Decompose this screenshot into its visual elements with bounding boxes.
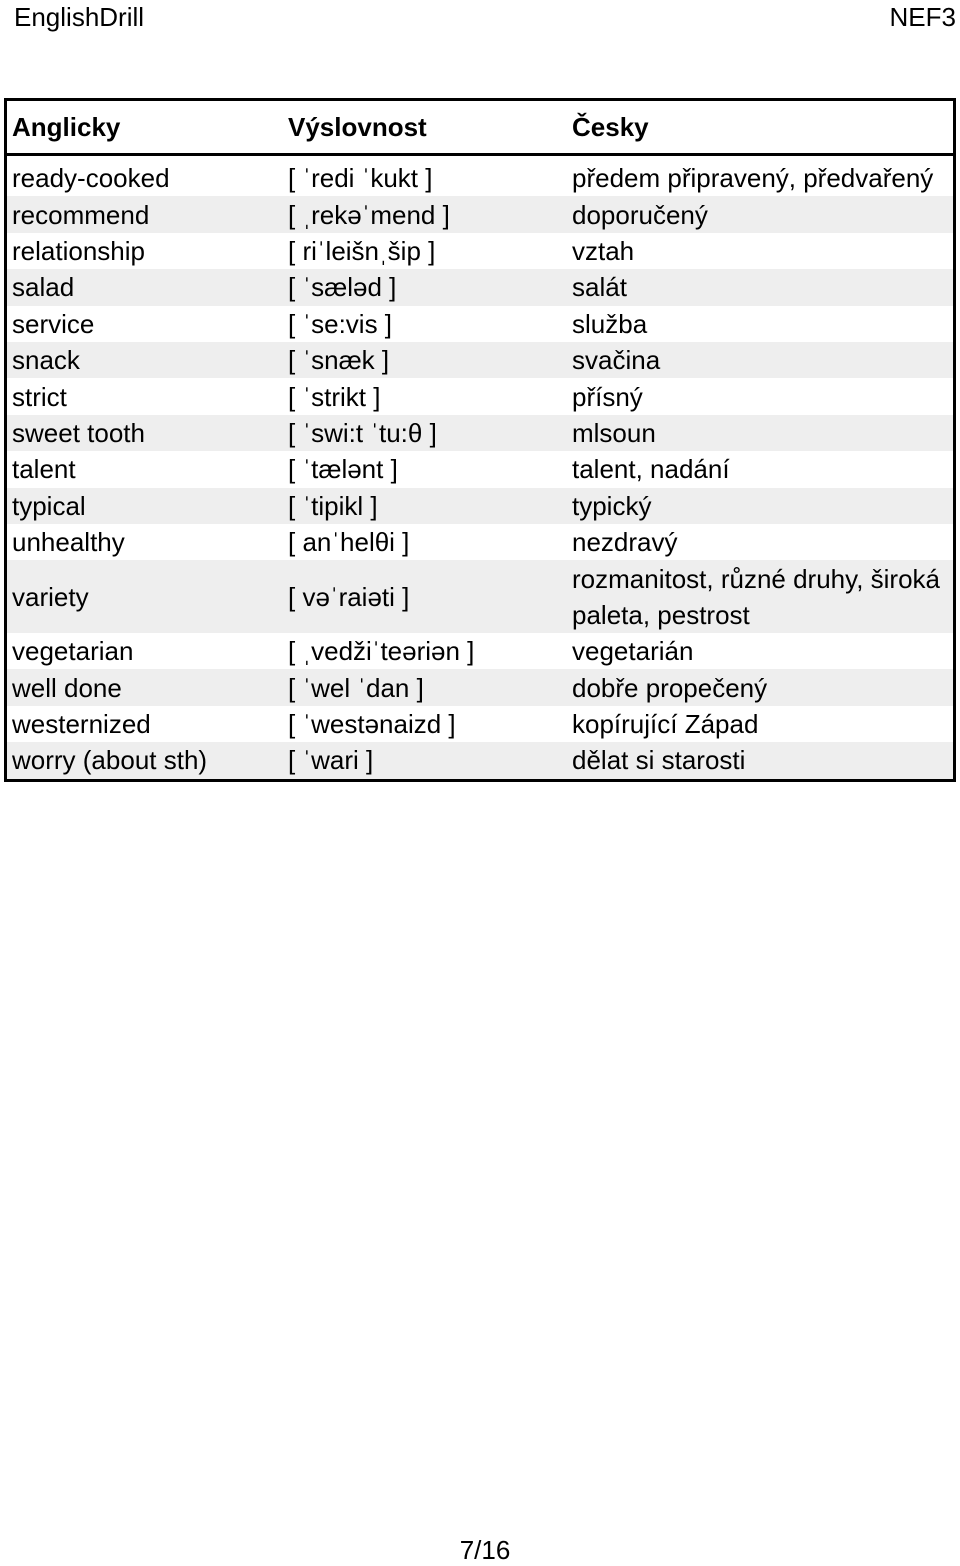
czech-translation: salát bbox=[567, 269, 953, 305]
pronunciation: [ ˈsnæk ] bbox=[283, 342, 567, 378]
english-word: service bbox=[7, 306, 283, 342]
czech-translation: vztah bbox=[567, 233, 953, 269]
czech-translation: kopírující Západ bbox=[567, 706, 953, 742]
english-word: ready-cooked bbox=[7, 160, 283, 196]
pronunciation: [ ˈse:vis ] bbox=[283, 306, 567, 342]
table-header-row bbox=[7, 101, 953, 155]
pronunciation: [ ˈwari ] bbox=[283, 742, 567, 778]
english-word: variety bbox=[7, 560, 283, 633]
table-row bbox=[7, 706, 953, 742]
english-word: snack bbox=[7, 342, 283, 378]
table-row bbox=[7, 560, 953, 633]
czech-translation: přísný bbox=[567, 378, 953, 414]
document-title: EnglishDrill bbox=[14, 2, 145, 32]
pronunciation: [ ˈswi:t ˈtu:θ ] bbox=[283, 415, 567, 451]
table-row bbox=[7, 269, 953, 305]
table-row bbox=[7, 415, 953, 451]
english-word: worry (about sth) bbox=[7, 742, 283, 778]
pronunciation: [ ˈtælənt ] bbox=[283, 451, 567, 487]
vocabulary-table bbox=[4, 98, 956, 782]
table-row bbox=[7, 742, 953, 778]
czech-translation: doporučený bbox=[567, 196, 953, 232]
table-body bbox=[7, 155, 953, 779]
course-code: NEF3 bbox=[889, 2, 956, 32]
table-row bbox=[7, 160, 953, 196]
table-row bbox=[7, 196, 953, 232]
pronunciation: [ ˌrekəˈmend ] bbox=[283, 196, 567, 232]
pronunciation: [ riˈleišnˌšip ] bbox=[283, 233, 567, 269]
table-row bbox=[7, 524, 953, 560]
pronunciation: [ vəˈraiəti ] bbox=[283, 560, 567, 633]
table-row bbox=[7, 488, 953, 524]
page-number: 7/16 bbox=[459, 1535, 511, 1565]
czech-translation: dobře propečený bbox=[567, 669, 953, 705]
table-row bbox=[7, 378, 953, 414]
page-header bbox=[0, 0, 960, 34]
english-word: unhealthy bbox=[7, 524, 283, 560]
czech-translation: svačina bbox=[567, 342, 953, 378]
czech-translation: mlsoun bbox=[567, 415, 953, 451]
czech-translation: talent, nadání bbox=[567, 451, 953, 487]
column-header-pronunciation: Výslovnost bbox=[283, 101, 567, 155]
english-word: talent bbox=[7, 451, 283, 487]
czech-translation: rozmanitost, různé druhy, široká paleta, pestrost bbox=[567, 560, 953, 633]
czech-translation: předem připravený, předvařený bbox=[567, 160, 953, 196]
english-word: recommend bbox=[7, 196, 283, 232]
english-word: sweet tooth bbox=[7, 415, 283, 451]
english-word: salad bbox=[7, 269, 283, 305]
pronunciation: [ anˈhelθi ] bbox=[283, 524, 567, 560]
table-row bbox=[7, 451, 953, 487]
column-header-czech: Česky bbox=[567, 101, 953, 155]
table-row bbox=[7, 306, 953, 342]
pronunciation: [ ˈwel ˈdan ] bbox=[283, 669, 567, 705]
czech-translation: nezdravý bbox=[567, 524, 953, 560]
table-row bbox=[7, 669, 953, 705]
english-word: well done bbox=[7, 669, 283, 705]
czech-translation: služba bbox=[567, 306, 953, 342]
pronunciation: [ ˈredi ˈkukt ] bbox=[283, 160, 567, 196]
czech-translation: vegetarián bbox=[567, 633, 953, 669]
table-row bbox=[7, 633, 953, 669]
pronunciation: [ ˈtipikl ] bbox=[283, 488, 567, 524]
column-header-english: Anglicky bbox=[7, 101, 283, 155]
table-row bbox=[7, 342, 953, 378]
pronunciation: [ ˈsæləd ] bbox=[283, 269, 567, 305]
czech-translation: typický bbox=[567, 488, 953, 524]
pronunciation: [ ˈstrikt ] bbox=[283, 378, 567, 414]
pronunciation: [ ˈwestənaizd ] bbox=[283, 706, 567, 742]
czech-translation: dělat si starosti bbox=[567, 742, 953, 778]
english-word: vegetarian bbox=[7, 633, 283, 669]
english-word: strict bbox=[7, 378, 283, 414]
english-word: westernized bbox=[7, 706, 283, 742]
pronunciation: [ ˌvedžiˈteəriən ] bbox=[283, 633, 567, 669]
english-word: relationship bbox=[7, 233, 283, 269]
table-row bbox=[7, 233, 953, 269]
english-word: typical bbox=[7, 488, 283, 524]
